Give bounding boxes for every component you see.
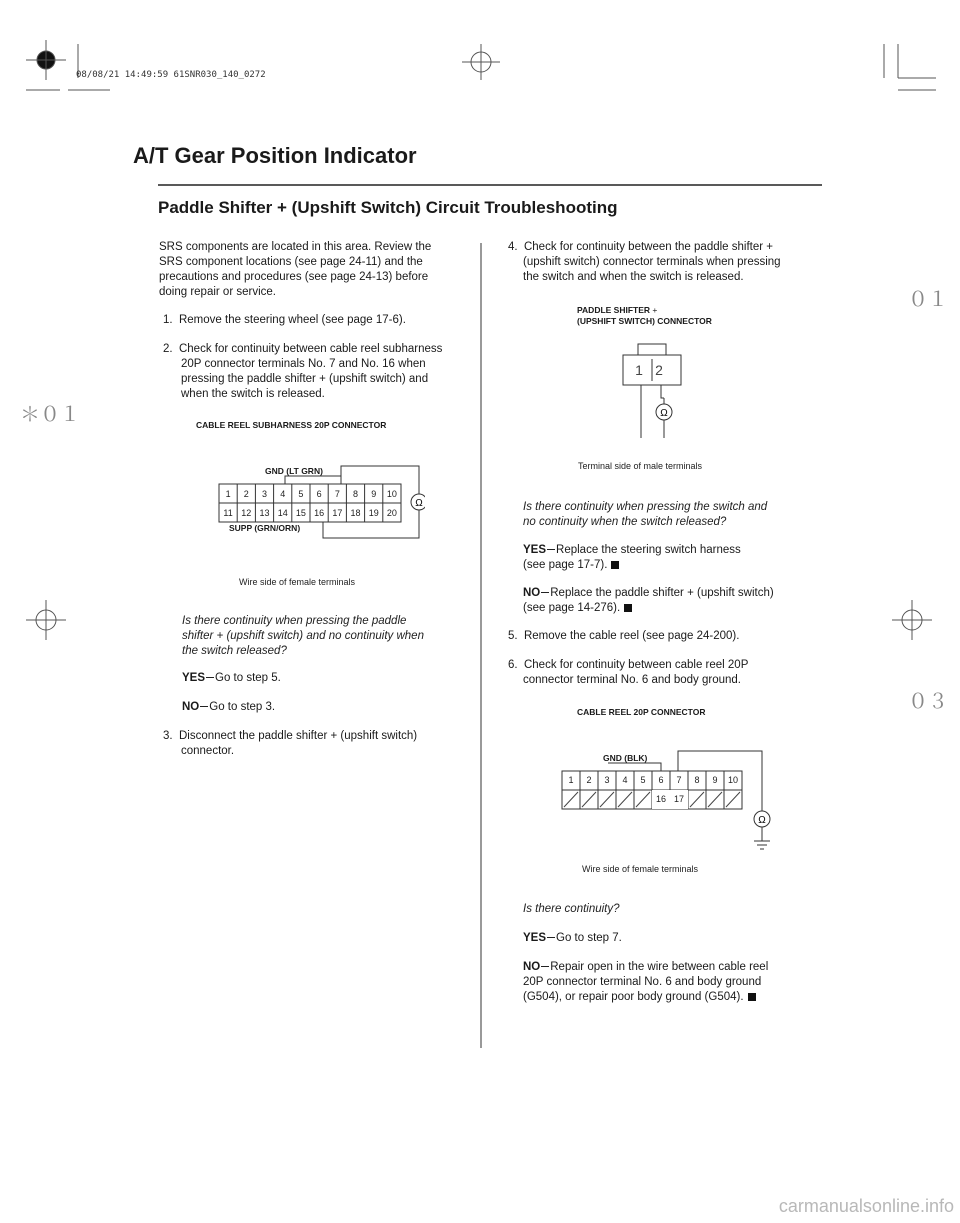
pin-label: 10 bbox=[386, 489, 397, 499]
end-square-icon bbox=[624, 604, 632, 612]
pin-label: 16 bbox=[314, 508, 325, 518]
watermark-carmanualsonline: carmanualsonline.info bbox=[778, 1196, 954, 1216]
plus-sign-icon: + bbox=[766, 241, 773, 253]
pin-label: 14 bbox=[277, 508, 288, 518]
pin-label: 20 bbox=[386, 508, 397, 518]
pin-label: 9 bbox=[371, 489, 377, 499]
pin-label: 8 bbox=[694, 775, 700, 785]
question-step-6: Is there continuity? bbox=[523, 903, 620, 915]
paddle-connector-subtitle: (UPSHIFT SWITCH) CONNECTOR bbox=[577, 316, 712, 326]
section-title: Paddle Shifter + (Upshift Switch) Circuit Troubleshooting bbox=[158, 198, 618, 217]
pin-label: 7 bbox=[334, 489, 340, 499]
answer-yes-step-2: YES Go to step 5. bbox=[182, 672, 281, 684]
supp-wire-label: SUPP (GRN/ORN) bbox=[229, 523, 301, 533]
pin-label: 13 bbox=[259, 508, 270, 518]
pin-label: 1 bbox=[568, 775, 574, 785]
pin-label: 4 bbox=[622, 775, 628, 785]
pin-label: 4 bbox=[280, 489, 286, 499]
pin-label: 1 bbox=[635, 362, 643, 378]
plus-sign-icon: + bbox=[652, 305, 658, 315]
svg-text:Ω: Ω bbox=[758, 815, 766, 826]
pin-label: 12 bbox=[241, 508, 252, 518]
subharness-caption: Wire side of female terminals bbox=[239, 577, 356, 587]
svg-text:Ω: Ω bbox=[415, 498, 423, 509]
pin-label: 17 bbox=[332, 508, 343, 518]
pin-label: 3 bbox=[604, 775, 610, 785]
pin-label: 19 bbox=[368, 508, 379, 518]
gnd-blk-label: GND (BLK) bbox=[603, 753, 648, 763]
step-1: 1. Remove the steering wheel (see page 17-6). bbox=[163, 314, 406, 326]
page-title: A/T Gear Position Indicator bbox=[133, 143, 417, 168]
answer-no-step-4: NO Replace the paddle shifter + (upshift switch) (see page 14-276). bbox=[523, 587, 774, 614]
cable-reel-caption: Wire side of female terminals bbox=[582, 864, 699, 874]
step-5: 5. Remove the cable reel (see page 24-200). bbox=[508, 630, 740, 642]
pin-label: 6 bbox=[316, 489, 322, 499]
answer-no-step-2: NO Go to step 3. bbox=[182, 701, 276, 713]
plus-sign-icon: + bbox=[216, 630, 224, 642]
cable-reel-pin-grid bbox=[562, 771, 742, 809]
pin-label: 2 bbox=[586, 775, 592, 785]
side-mark-right-top: ０１ bbox=[908, 289, 948, 311]
pin-label: 2 bbox=[243, 489, 249, 499]
paddle-connector-title: PADDLE SHIFTER + bbox=[577, 305, 658, 315]
side-mark-left: ＊０１ bbox=[20, 404, 80, 426]
step-2: 2. Check for continuity between cable reel subharness 20P connector terminals No. 7 and No. 16 when pressing the paddle shifter + (upshift switch) and when the switch is released. bbox=[163, 343, 443, 400]
paddle-shifter-connector-diagram bbox=[616, 340, 696, 444]
subharness-pin-grid bbox=[219, 485, 401, 523]
question-step-4: Is there continuity when pressing the switch and no continuity when the switch released? bbox=[523, 501, 768, 528]
paddle-pin-labels bbox=[629, 362, 669, 378]
pin-label: 11 bbox=[223, 508, 233, 518]
paddle-connector-caption: Terminal side of male terminals bbox=[578, 461, 703, 471]
cable-reel-connector-title: CABLE REEL 20P CONNECTOR bbox=[577, 707, 706, 717]
pin-label: 9 bbox=[712, 775, 718, 785]
step-3: 3. Disconnect the paddle shifter + (upshift switch) connector. bbox=[163, 730, 418, 757]
pin-label: 5 bbox=[640, 775, 646, 785]
answer-yes-step-4: YES Replace the steering switch harness (see page 17-7). bbox=[523, 544, 741, 571]
side-mark-right-bottom: ０３ bbox=[908, 691, 948, 713]
answer-no-step-6: NO Repair open in the wire between cable reel 20P connector terminal No. 6 and body ground (G504), or repair poor body ground (G504). bbox=[523, 961, 769, 1003]
end-square-icon bbox=[748, 993, 756, 1001]
pin-label: 17 bbox=[670, 790, 688, 809]
gnd-wire-label: GND (LT GRN) bbox=[265, 466, 323, 476]
plus-sign-icon: + bbox=[330, 730, 338, 742]
plus-sign-icon: + bbox=[319, 373, 326, 385]
question-step-2: Is there continuity when pressing the paddle shifter + (upshift switch) and no continuity when the switch released? bbox=[182, 615, 424, 657]
print-timestamp: 08/08/21 14:49:59 61SNR030_140_0272 bbox=[76, 70, 266, 80]
pin-label: 10 bbox=[727, 775, 738, 785]
srs-intro: SRS components are located in this area. Review the SRS component locations (see page 24-11) and the precautions and procedures (see page 24-13) before doing repair or service. bbox=[159, 241, 432, 298]
pin-label: 5 bbox=[298, 489, 304, 499]
pin-label: 1 bbox=[225, 489, 231, 499]
answer-yes-step-6: YES Go to step 7. bbox=[523, 932, 622, 944]
pin-label: 3 bbox=[262, 489, 268, 499]
step-6: 6. Check for continuity between cable reel 20P connector terminal No. 6 and body ground. bbox=[508, 659, 749, 686]
svg-text:Ω: Ω bbox=[660, 408, 668, 419]
step-4: 4. Check for continuity between the paddle shifter + (upshift switch) connector terminals when pressing the switch and when the switch is released. bbox=[508, 241, 781, 283]
pin-label: 15 bbox=[295, 508, 306, 518]
end-square-icon bbox=[611, 561, 619, 569]
pin-label: 16 bbox=[652, 790, 670, 809]
pin-label: 6 bbox=[658, 775, 664, 785]
pin-label: 7 bbox=[676, 775, 682, 785]
pin-label: 2 bbox=[655, 362, 663, 378]
plus-sign-icon: + bbox=[687, 587, 694, 599]
subharness-connector-title: CABLE REEL SUBHARNESS 20P CONNECTOR bbox=[196, 420, 387, 430]
pin-label: 8 bbox=[353, 489, 359, 499]
pin-label: 18 bbox=[350, 508, 361, 518]
